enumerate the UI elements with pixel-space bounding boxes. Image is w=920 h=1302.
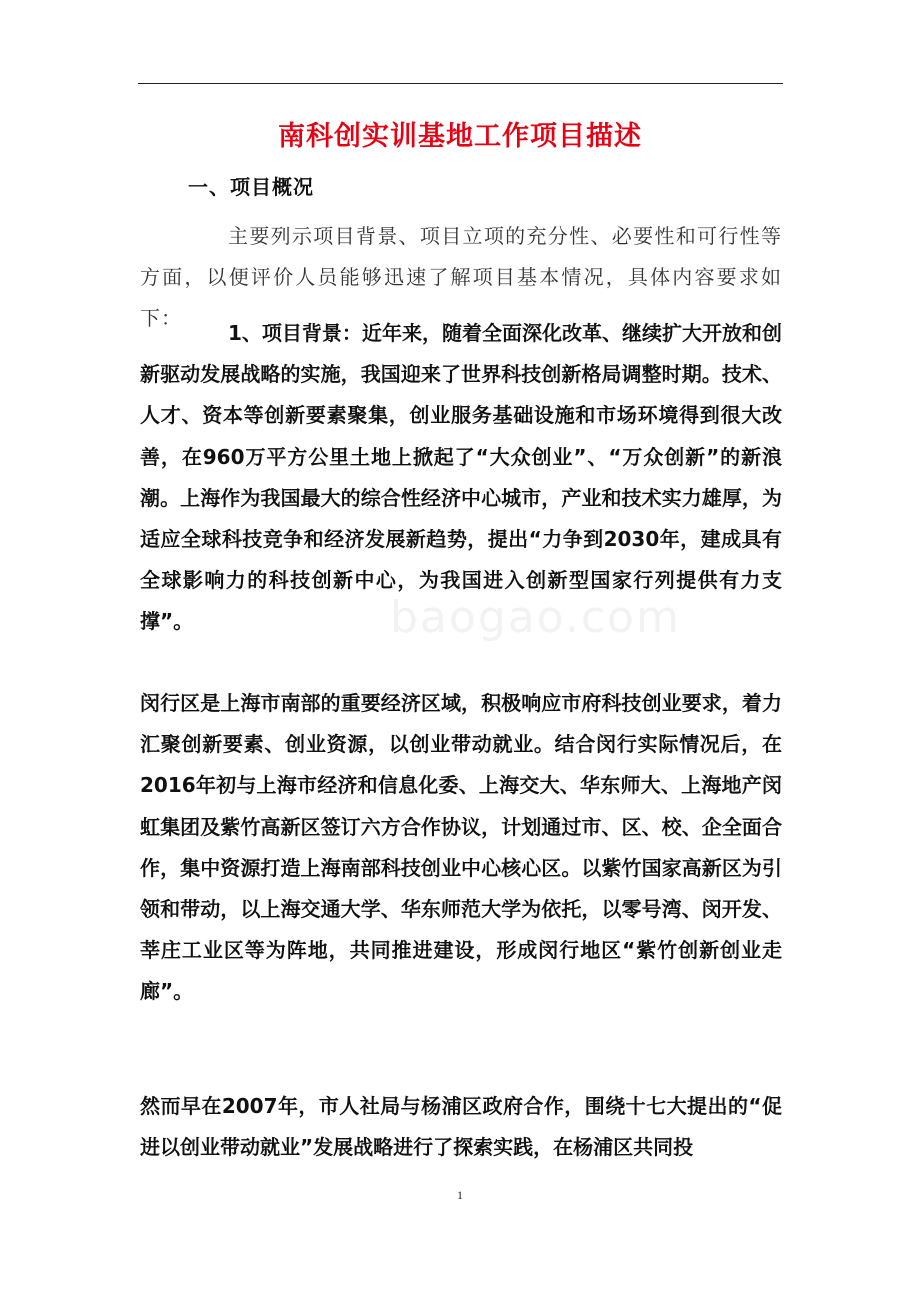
page-number: 1	[457, 1188, 463, 1202]
header-rule	[138, 83, 783, 84]
yangpu-paragraph: 然而早在2007年，市人社局与杨浦区政府合作，围绕十七大提出的“促进以创业带动就业”发展战略进行了探索实践，在杨浦区共同投	[140, 1094, 782, 1160]
section-heading: 一、项目概况	[188, 175, 314, 199]
background-paragraph: 1、项目背景：近年来，随着全面深化改革、继续扩大开放和创新驱动发展战略的实施，我国迎来了世界科技创新格局调整时期。技术、人才、资本等创新要素聚集，创业服务基础设施和市场环境得到很大改善，在960万平方公里土地上掀起了“大众创业”、“万众创新”的新浪潮。上海作为我国最大的综合性经济中心城市，产业和技术实力雄厚，为适应全球科技竞争和经济发展新趋势，提出“力争到2030年，建成具有全球影响力的科技创新中心，为我国进入创新型国家行列提供有力支撑”。	[140, 321, 782, 634]
document-title: 南科创实训基地工作项目描述	[278, 121, 642, 152]
intro-paragraph: 主要列示项目背景、项目立项的充分性、必要性和可行性等方面，以便评价人员能够迅速了解项目基本情况，具体内容要求如下：	[140, 224, 782, 331]
minhang-paragraph: 闵行区是上海市南部的重要经济区域，积极响应市府科技创业要求，着力汇聚创新要素、创业资源，以创业带动就业。结合闵行实际情况后，在2016年初与上海市经济和信息化委、上海交大、华东师大、上海地产闵虹集团及紫竹高新区签订六方合作协议，计划通过市、区、校、企全面合作，集中资源打造上海南部科技创业中心核心区。以紫竹国家高新区为引领和带动，以上海交通大学、华东师范大学为依托，以零号湾、闵开发、莘庄工业区等为阵地，共同推进建设，形成闵行地区“紫竹创新创业走廊”。	[140, 691, 782, 1004]
watermark: baogao.com	[390, 592, 681, 643]
